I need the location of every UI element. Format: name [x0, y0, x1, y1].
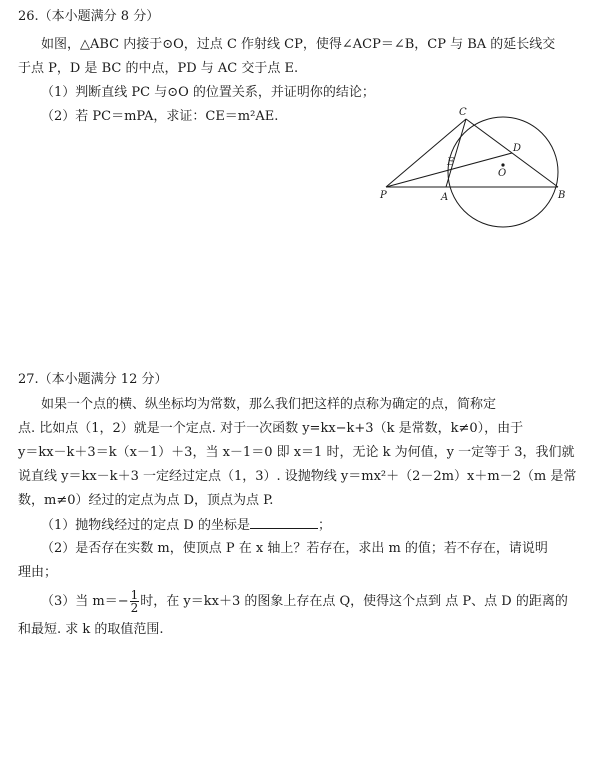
label-e: E — [447, 157, 455, 168]
label-c: C — [459, 107, 467, 118]
q27-title: 27.（本小题满分 12 分） — [18, 372, 168, 387]
q27-part3 — [41, 589, 568, 614]
segment-pc — [386, 119, 466, 187]
fraction-denominator: 2 — [130, 601, 139, 615]
q26-stem-line2: 于点 P，D 是 BC 的中点，PD 与 AC 交于点 E. — [18, 61, 299, 76]
label-p: P — [380, 190, 387, 201]
q27-part1-text: （1）抛物线经过的定点 D 的坐标是 — [41, 518, 250, 533]
center-dot — [501, 163, 504, 166]
q26-geometry-figure — [370, 105, 590, 230]
q27-part1-end: ； — [317, 518, 331, 533]
q27-line1: 如果一个点的横、纵坐标均为常数，那么我们把这样的点称为确定的点，简称定 — [41, 397, 497, 412]
label-d: D — [513, 143, 522, 154]
q26-part2: （2）若 PC＝mPA，求证：CE＝m²AE. — [41, 109, 279, 124]
q27-part1 — [41, 516, 331, 535]
label-o: O — [498, 168, 507, 179]
q27-part2-line1: （2）是否存在实数 m，使顶点 P 在 x 轴上？若存在，求出 m 的值；若不存在，请说明 — [41, 541, 548, 556]
q27-line2: 点. 比如点（1，2）就是一个定点. 对于一次函数 y=kx−k+3（k 是常数，k≠0），由于 — [18, 421, 524, 436]
label-a: A — [441, 192, 449, 203]
answer-blank[interactable] — [250, 516, 318, 529]
q27-line3: y＝kx－k＋3＝k（x－1）＋3，当 x－1＝0 即 x＝1 时，无论 k 为何值，y 一定等于 3，我们就 — [18, 445, 575, 460]
fraction-one-half — [130, 589, 140, 614]
q26-part1: （1）判断直线 PC 与⊙O 的位置关系，并证明你的结论； — [41, 85, 375, 100]
q27-line4: 说直线 y＝kx－k＋3 一定经过定点（1，3）. 设抛物线 y＝mx²＋（2－2m）x＋m－2（m 是常 — [18, 469, 577, 484]
q27-line5: 数，m≠0）经过的定点为点 D，顶点为点 P. — [18, 493, 274, 508]
q27-part3-post: 时，在 y＝kx＋3 的图象上存在点 Q，使得这个点到 点 P、点 D 的距离的 — [140, 594, 568, 609]
segment-ca — [446, 119, 466, 187]
q26-title: 26.（本小题满分 8 分） — [18, 9, 160, 24]
q26-stem-line1: 如图，△ABC 内接于⊙O，过点 C 作射线 CP，使得∠ACP＝∠B，CP 与 BA 的延长线交 — [41, 37, 556, 52]
label-b: B — [558, 190, 566, 201]
q27-part3-line2: 和最短. 求 k 的取值范围. — [18, 622, 164, 637]
q27-part2-line2: 理由； — [18, 565, 58, 580]
fraction-numerator: 1 — [130, 588, 139, 602]
q27-part3-pre: （3）当 m＝− — [41, 594, 129, 609]
